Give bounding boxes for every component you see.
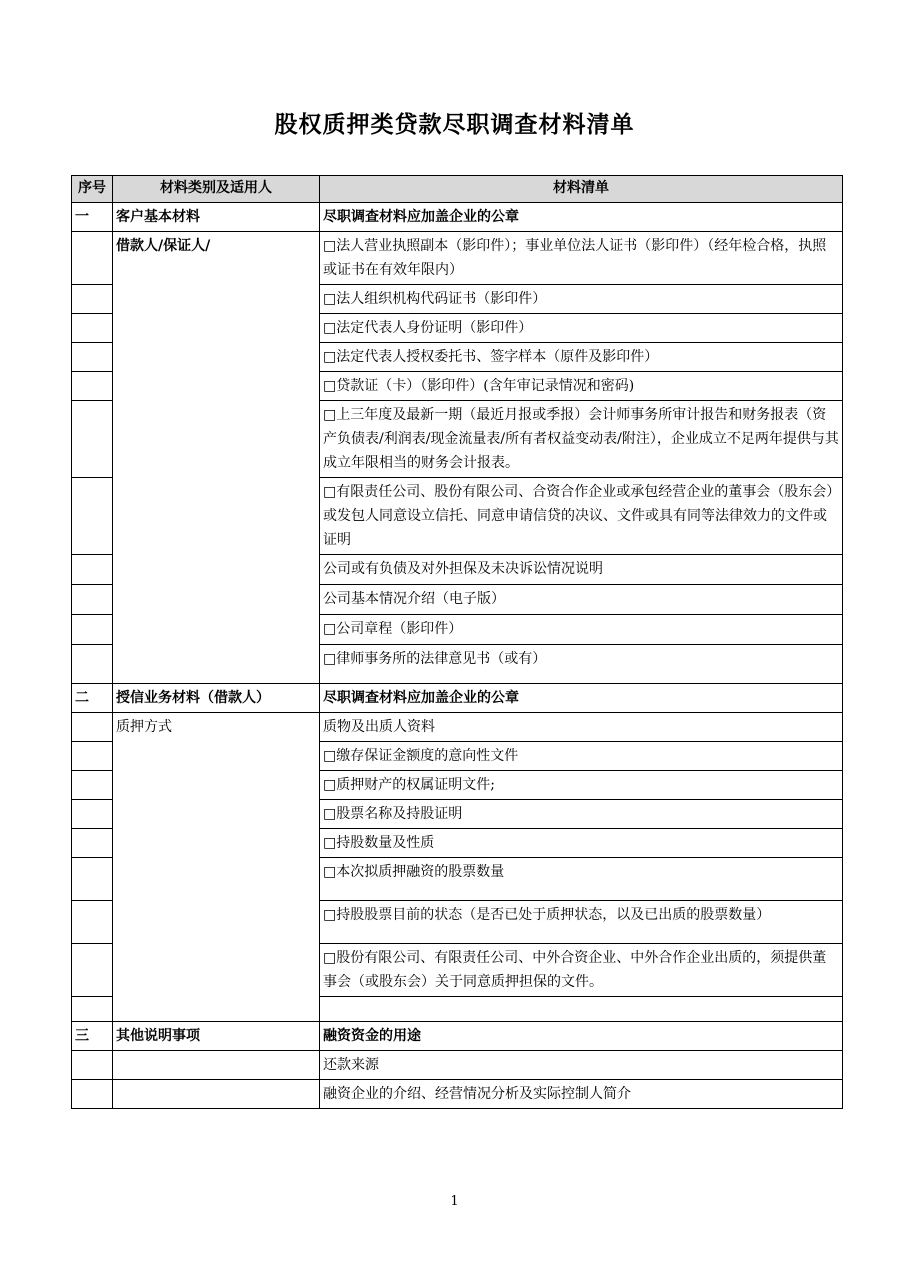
list-item: □股票名称及持股证明 <box>320 800 843 829</box>
section-category: 客户基本材料 <box>113 203 320 232</box>
list-item: 还款来源 <box>320 1051 843 1080</box>
section-num: 三 <box>72 1022 113 1051</box>
list-item: □贷款证（卡）（影印件）(含年审记录情况和密码) <box>320 372 843 401</box>
list-item: □持股数量及性质 <box>320 829 843 858</box>
list-item: □法定代表人授权委托书、签字样本（原件及影印件） <box>320 343 843 372</box>
applicant-label: 借款人/保证人/ <box>113 232 320 684</box>
applicant-label: 质押方式 <box>113 713 320 1022</box>
materials-table <box>71 175 843 1109</box>
table-row <box>72 1051 843 1080</box>
list-item: □质押财产的权属证明文件; <box>320 771 843 800</box>
section-note: 融资资金的用途 <box>320 1022 843 1051</box>
section-category: 其他说明事项 <box>113 1022 320 1051</box>
section-row <box>72 684 843 713</box>
list-item: 公司或有负债及对外担保及未决诉讼情况说明 <box>320 555 843 585</box>
header-category: 材料类别及适用人 <box>113 176 320 203</box>
list-item: □律师事务所的法律意见书（或有） <box>320 645 843 684</box>
list-item: □股份有限公司、有限责任公司、中外合资企业、中外合作企业出质的，须提供董事会（或股东会）关于同意质押担保的文件。 <box>320 944 843 997</box>
list-item: □上三年度及最新一期（最近月报或季报）会计师事务所审计报告和财务报表（资产负债表/利润表/现金流量表/所有者权益变动表/附注），企业成立不足两年提供与其成立年限相当的财务会计报表。 <box>320 401 843 478</box>
section-category: 授信业务材料（借款人） <box>113 684 320 713</box>
table-row <box>72 232 843 285</box>
list-item: □本次拟质押融资的股票数量 <box>320 858 843 901</box>
list-item: □法人组织机构代码证书（影印件） <box>320 285 843 314</box>
header-list: 材料清单 <box>320 176 843 203</box>
page-title: 股权质押类贷款尽职调查材料清单 <box>274 112 635 138</box>
section-num: 二 <box>72 684 113 713</box>
list-item: □持股股票目前的状态（是否已处于质押状态，以及已出质的股票数量） <box>320 901 843 944</box>
table-header-row <box>72 176 843 203</box>
list-item: 融资企业的介绍、经营情况分析及实际控制人简介 <box>320 1080 843 1109</box>
page-number: 1 <box>450 1194 459 1209</box>
section-row <box>72 203 843 232</box>
section-num: 一 <box>72 203 113 232</box>
list-item: □法定代表人身份证明（影印件） <box>320 314 843 343</box>
list-item: 质物及出质人资料 <box>320 713 843 742</box>
list-item: □有限责任公司、股份有限公司、合资合作企业或承包经营企业的董事会（股东会）或发包人同意设立信托、同意申请信贷的决议、文件或具有同等法律效力的文件或证明 <box>320 478 843 555</box>
list-item: 公司基本情况介绍（电子版） <box>320 585 843 615</box>
table-row <box>72 1080 843 1109</box>
table-row <box>72 713 843 742</box>
list-item: □缴存保证金额度的意向性文件 <box>320 742 843 771</box>
list-item: □公司章程（影印件） <box>320 615 843 645</box>
section-row <box>72 1022 843 1051</box>
section-note: 尽职调查材料应加盖企业的公章 <box>320 203 843 232</box>
header-seq: 序号 <box>72 176 113 203</box>
list-item: □法人营业执照副本（影印件）；事业单位法人证书（影印件）（经年检合格，执照或证书在有效年限内） <box>320 232 843 285</box>
section-note: 尽职调查材料应加盖企业的公章 <box>320 684 843 713</box>
list-item <box>320 997 843 1022</box>
